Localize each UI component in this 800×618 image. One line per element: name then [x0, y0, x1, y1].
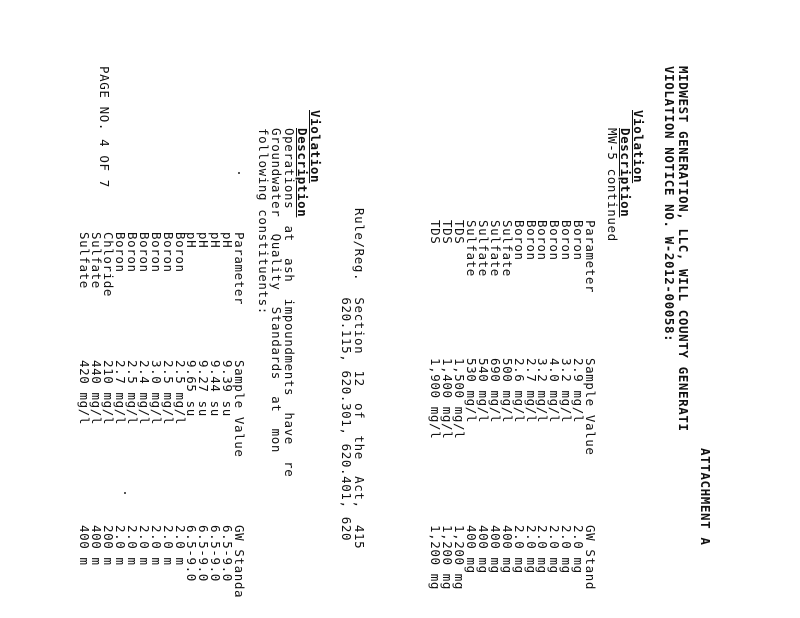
scan-speck	[124, 492, 126, 494]
table1-parameter-column	[430, 220, 596, 293]
table1-standard-cell: 2.0 mg	[523, 525, 539, 574]
table2-header-value: Sample Value	[232, 360, 247, 458]
table1-value-cell: 2.6 mg/l	[511, 358, 527, 424]
table2-parameter-cell: Boron	[113, 232, 129, 273]
table2-value-cell: 3.0 mg/l	[148, 360, 164, 426]
table2-parameter-cell: Sulfate	[89, 232, 105, 289]
table2-value-cell: 440 mg/l	[89, 360, 105, 426]
table1-parameter-cell: Boron	[571, 220, 587, 261]
table2-header-parameter: Parameter	[232, 232, 247, 306]
table1-value-cell: 2.9 mg/l	[571, 358, 587, 424]
table1-value-column	[430, 358, 596, 456]
notice-line: VIOLATION NOTICE NO. W-2012-00058:	[662, 66, 677, 343]
description-line-1: Operations at ash impoundments have re	[282, 128, 297, 478]
table2-value-cell: 2.5 mg/l	[160, 360, 176, 426]
table2-standard-cell: 200 m	[101, 525, 117, 566]
table1-parameter-cell: Sulfate	[475, 220, 491, 277]
description-line-2: Groundwater Quality Standards at mon	[269, 128, 284, 454]
table2-value-cell: 210 mg/l	[101, 360, 117, 426]
table1-value-cell: 4.0 mg/l	[547, 358, 563, 424]
table1-value-cell: 500 mg/l	[499, 358, 515, 424]
table2-standard-cell: 6.5-9.0	[208, 525, 224, 582]
table1-value-cell: 2.7 mg/l	[523, 358, 539, 424]
table2-value-cell: 9.39 su	[220, 360, 236, 417]
table2-parameter-cells	[79, 232, 234, 305]
table2-value-cells	[79, 360, 234, 458]
table1-value-cell: 530 mg/l	[464, 358, 480, 424]
table1-standard-cell: 1,200 mg	[452, 525, 468, 591]
table2-parameter-cell: pH	[196, 232, 212, 249]
table1-value-cell: 1,500 mg/l	[452, 358, 468, 440]
table2-parameter-cell: pH	[184, 232, 200, 249]
table2-parameter-cell: pH	[208, 232, 224, 249]
table2-parameter-cell: Boron	[148, 232, 164, 273]
table1-standard-cell: 2.0 mg	[547, 525, 563, 574]
rule-reg-line-2: 620.115, 620.301, 620.401, 620	[339, 208, 354, 542]
table1-standard-column	[430, 525, 596, 590]
table1-parameter-cells	[430, 220, 585, 293]
table1-standard-cells	[430, 525, 585, 590]
table1-parameter-cell: Boron	[547, 220, 563, 261]
table2-standard-cell: 6.5-9.0	[220, 525, 236, 582]
table2-standard-cell: 2.0 m	[124, 525, 140, 566]
table1-parameter-cell: Boron	[559, 220, 575, 261]
table1-parameter-cell: TDS	[452, 220, 468, 245]
table1-header-parameter: Parameter	[583, 220, 598, 294]
table2-parameter-column	[79, 232, 245, 305]
table2-standard-cell: 6.5-9.0	[196, 525, 212, 582]
rule-reg-line-1: Rule/Reg. Section 12 of the Act, 415	[352, 208, 367, 550]
table2-value-cell: 9.27 su	[196, 360, 212, 417]
table2-parameter-cell: Chloride	[101, 232, 117, 298]
table1-value-cell: 690 mg/l	[487, 358, 503, 424]
description-line-3: following constituents:	[256, 128, 271, 315]
table1-standard-cell: 1,200 mg	[428, 525, 444, 591]
table2-value-cell: 2.5 mg/l	[124, 360, 140, 426]
table1-value-cells	[430, 358, 585, 456]
table1-parameter-cell: TDS	[440, 220, 456, 245]
table1-parameter-cell: TDS	[428, 220, 444, 245]
table2-value-cell: 9.65 su	[184, 360, 200, 417]
table2-value-cell: 2.5 mg/l	[172, 360, 188, 426]
table1-value-cell: 1,400 mg/l	[440, 358, 456, 440]
table2-standard-cell: 400 m	[89, 525, 105, 566]
table2-parameter-cell: Sulfate	[77, 232, 93, 289]
violation-heading-2: Violation	[308, 110, 323, 184]
table1-value-cell: 540 mg/l	[475, 358, 491, 424]
table1-standard-cell: 400 mg	[487, 525, 503, 574]
page-number: PAGE NO. 4 OF 7	[97, 66, 112, 188]
table1-value-cell: 3.2 mg/l	[535, 358, 551, 424]
table2-standard-cell: 2.0 m	[113, 525, 129, 566]
table2-standard-cell: 2.0 m	[136, 525, 152, 566]
table1-standard-cell: 2.0 mg	[571, 525, 587, 574]
scan-speck	[238, 172, 240, 174]
table2-parameter-cell: Boron	[136, 232, 152, 273]
violation-heading-1: Violation	[631, 110, 646, 184]
table2-value-cell: 9.44 su	[208, 360, 224, 417]
table1-standard-cell: 400 mg	[464, 525, 480, 574]
table2-value-column	[79, 360, 245, 458]
table1-parameter-cell: Sulfate	[464, 220, 480, 277]
table1-standard-cell: 1,200 mg	[440, 525, 456, 591]
table2-standard-column	[79, 525, 245, 598]
table1-value-cell: 1,900 mg/l	[428, 358, 444, 440]
table1-value-cell: 3.2 mg/l	[559, 358, 575, 424]
table1-header-value: Sample Value	[583, 358, 598, 456]
table2-standard-cell: 2.0 m	[160, 525, 176, 566]
table1-standard-cell: 2.0 mg	[535, 525, 551, 574]
table1-parameter-cell: Boron	[523, 220, 539, 261]
table2-parameter-cell: Boron	[172, 232, 188, 273]
table2-value-cell: 2.7 mg/l	[113, 360, 129, 426]
table2-standard-cell: 400 m	[77, 525, 93, 566]
continued-label: MW-5 continued	[605, 128, 620, 242]
table1-parameter-cell: Boron	[535, 220, 551, 261]
table1-standard-cell: 400 mg	[499, 525, 515, 574]
table1-header-standard: GW Stand	[583, 525, 598, 591]
table2-parameter-cell: pH	[220, 232, 236, 249]
company-line: MIDWEST GENERATION, LLC, WILL COUNTY GENERATI	[676, 66, 691, 432]
table1-parameter-cell: Boron	[511, 220, 527, 261]
table2-value-cell: 420 mg/l	[77, 360, 93, 426]
table1-standard-cell: 2.0 mg	[511, 525, 527, 574]
table2-value-cell: 2.4 mg/l	[136, 360, 152, 426]
table2-standard-cell: 6.5-9.0	[184, 525, 200, 582]
table2-parameter-cell: Boron	[160, 232, 176, 273]
table1-parameter-cell: Sulfate	[499, 220, 515, 277]
table2-header-standard: GW Standa	[232, 525, 247, 599]
table1-standard-cell: 400 mg	[475, 525, 491, 574]
description-heading-2: Description	[295, 128, 310, 218]
description-heading-1: Description	[618, 128, 633, 218]
table2-parameter-cell: Boron	[124, 232, 140, 273]
table2-standard-cell: 2.0 m	[172, 525, 188, 566]
attachment-label: ATTACHMENT A	[698, 448, 713, 546]
table2-standard-cell: 2.0 m	[148, 525, 164, 566]
table1-parameter-cell: Sulfate	[487, 220, 503, 277]
table2-standard-cells	[79, 525, 234, 598]
table1-standard-cell: 2.0 mg	[559, 525, 575, 574]
